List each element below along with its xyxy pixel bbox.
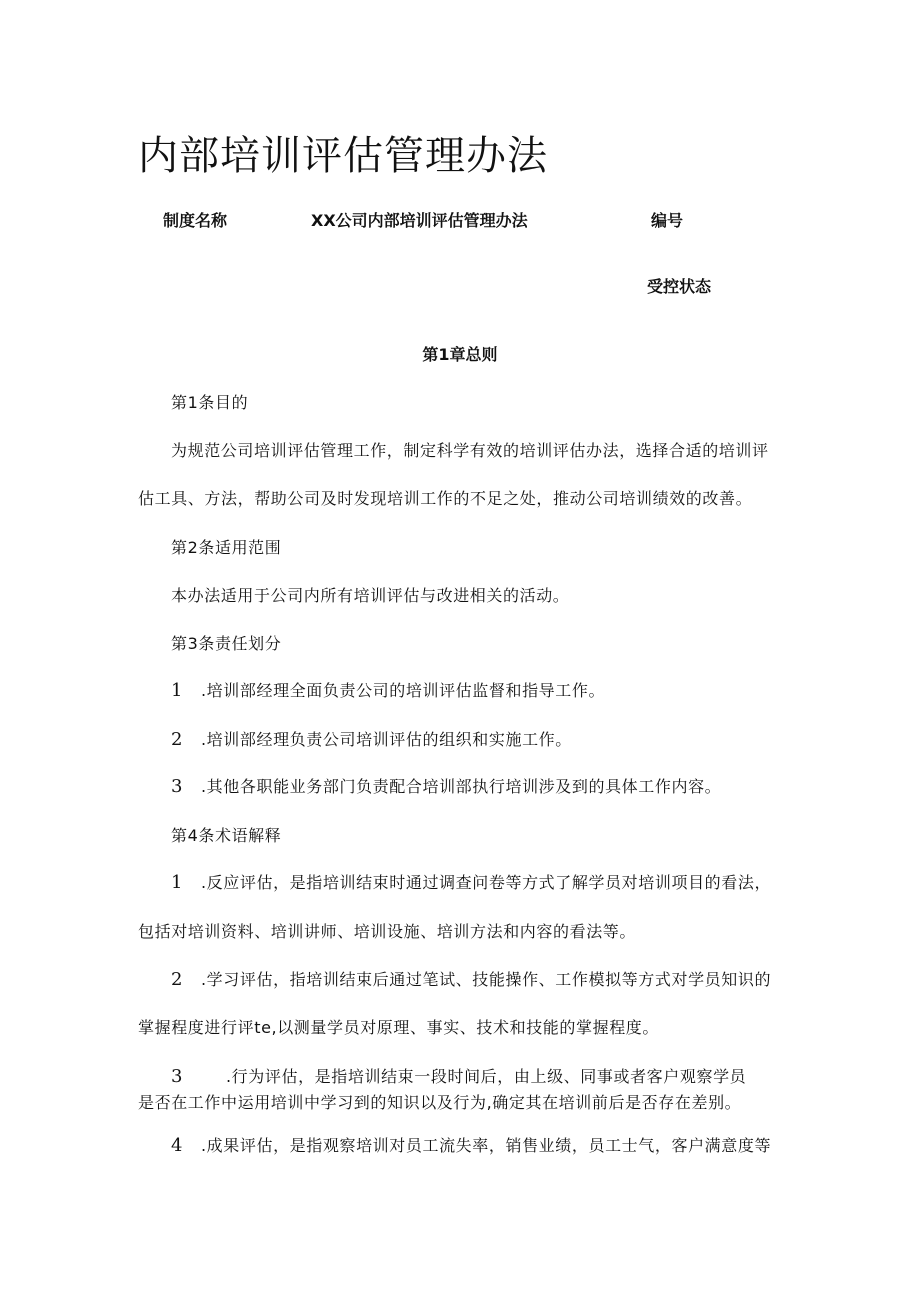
article-1-line-1: 为规范公司培训评估管理工作，制定科学有效的培训评估办法，选择合适的培训评 <box>171 441 769 460</box>
article-4-heading: 第4条术语解释 <box>171 826 282 845</box>
item-text: .反应评估，是指培训结束时通过调查问卷等方式了解学员对培训项目的看法， <box>201 873 772 892</box>
article-3-item-3 <box>171 774 721 797</box>
article-1-line-2: 估工具、方法，帮助公司及时发现培训工作的不足之处，推动公司培训绩效的改善。 <box>138 489 753 508</box>
item-text: .学习评估，指培训结束后通过笔试、技能操作、工作模拟等方式对学员知识的 <box>201 970 772 989</box>
item-text: .行为评估，是指培训结束一段时间后，由上级、同事或者客户观察学员 <box>226 1067 747 1086</box>
article-4-item-2-line-2: 掌握程度进行评te,以测量学员对原理、事实、技术和技能的掌握程度。 <box>138 1018 660 1037</box>
article-4-item-3-line-1 <box>171 1064 746 1087</box>
article-3-item-1 <box>171 678 605 701</box>
item-number: 2 <box>171 969 184 990</box>
chapter-heading: 第1章总则 <box>422 345 498 364</box>
item-text: .培训部经理负责公司培训评估的组织和实施工作。 <box>201 730 572 749</box>
article-4-item-2-line-1 <box>171 967 771 990</box>
meta-status-label: 受控状态 <box>647 277 712 296</box>
item-number: 1 <box>171 680 184 701</box>
article-4-item-1-line-1 <box>171 870 771 893</box>
item-number: 1 <box>171 872 184 893</box>
article-2-text: 本办法适用于公司内所有培训评估与改进相关的活动。 <box>171 586 570 605</box>
item-text: .其他各职能业务部门负责配合培训部执行培训涉及到的具体工作内容。 <box>201 777 722 796</box>
article-2-heading: 第2条适用范围 <box>171 538 282 557</box>
article-1-heading: 第1条目的 <box>171 393 249 412</box>
document-title: 内部培训评估管理办法 <box>138 133 548 179</box>
meta-name-label: 制度名称 <box>163 211 228 230</box>
article-4-item-4-line-1 <box>171 1133 771 1156</box>
article-3-heading: 第3条责任划分 <box>171 634 282 653</box>
item-number: 3 <box>171 776 184 797</box>
item-number: 4 <box>171 1135 184 1156</box>
item-text: .培训部经理全面负责公司的培训评估监督和指导工作。 <box>201 681 606 700</box>
meta-number-label: 编号 <box>651 211 684 230</box>
item-text: .成果评估，是指观察培训对员工流失率，销售业绩，员工士气，客户满意度等 <box>201 1136 772 1155</box>
article-4-item-3-line-2: 是否在工作中运用培训中学习到的知识以及行为,确定其在培训前后是否存在差别。 <box>138 1093 742 1112</box>
article-4-item-1-line-2: 包括对培训资料、培训讲师、培训设施、培训方法和内容的看法等。 <box>138 922 637 941</box>
meta-name-value: XX公司内部培训评估管理办法 <box>311 211 528 230</box>
article-3-item-2 <box>171 727 572 750</box>
item-number: 3 <box>171 1066 184 1087</box>
item-number: 2 <box>171 729 184 750</box>
